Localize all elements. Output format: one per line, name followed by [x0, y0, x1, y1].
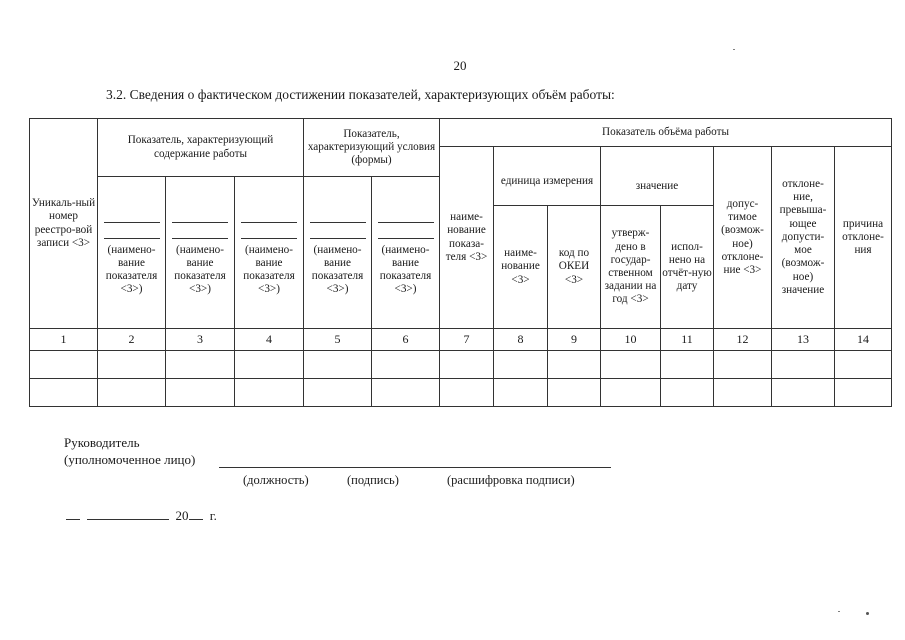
column-number: 12 [714, 329, 772, 351]
page-number: 20 [453, 58, 467, 73]
volume-indicator-header: Показатель объёма работы [440, 119, 892, 147]
year-prefix: 20 [175, 508, 189, 523]
allowed-deviation-header: допус-тимое (возмож-ное) отклоне-ние <3> [714, 147, 772, 329]
column-number: 7 [440, 329, 494, 351]
table-row [30, 379, 892, 407]
deviation-reason-header: причина отклоне-ния [835, 147, 892, 329]
executed-value-header: испол-нено на отчёт-ную дату [661, 206, 714, 329]
approved-value-header: утверж-дено в государ-ственном задании на год <3> [601, 206, 661, 329]
content-indicator-3: (наимено-вание показателя <3>) [235, 177, 304, 329]
column-number: 11 [661, 329, 714, 351]
signature-caption: (подпись) [347, 473, 399, 487]
date-line [66, 507, 217, 524]
value-header: значение [601, 147, 714, 206]
scan-speck [866, 612, 869, 615]
signatory-subtitle: (уполномоченное лицо) [64, 451, 196, 467]
unit-header: единица измерения [494, 147, 601, 206]
conditions-indicator-header: Показатель, характеризующий условия (формы) [304, 119, 440, 177]
conditions-indicator-1: (наимено-вание показателя <3>) [304, 177, 372, 329]
column-number-row [30, 329, 892, 351]
signatory-title: Руководитель [64, 435, 140, 450]
day-blank [66, 507, 80, 520]
work-volume-table [29, 118, 892, 407]
column-number: 6 [372, 329, 440, 351]
section-title: 3.2. Сведения о фактическом достижении показателей, характеризующих объём работы: [106, 87, 615, 102]
indicator-name-header: наиме-нование показа-теля <3> [440, 147, 494, 329]
content-indicator-2: (наимено-вание показателя <3>) [166, 177, 235, 329]
registry-number-header: Уникаль-ный номер реестро-вой записи <3> [30, 119, 98, 329]
signature-block [64, 435, 195, 469]
column-number: 2 [98, 329, 166, 351]
content-indicator-header: Показатель, характеризующий содержание работы [98, 119, 304, 177]
exceeding-deviation-header: отклоне-ние, превыша-ющее допусти-мое (возмож-ное) значение [772, 147, 835, 329]
signature-line [219, 467, 611, 468]
decoding-caption: (расшифровка подписи) [447, 473, 575, 487]
position-caption: (должность) [243, 473, 309, 487]
month-blank [87, 507, 169, 520]
column-number: 10 [601, 329, 661, 351]
column-number: 3 [166, 329, 235, 351]
year-suffix: г. [209, 508, 217, 523]
unit-name-header: наиме-нование <3> [494, 206, 548, 329]
column-number: 8 [494, 329, 548, 351]
column-number: 13 [772, 329, 835, 351]
column-number: 1 [30, 329, 98, 351]
column-number: 5 [304, 329, 372, 351]
okei-code-header: код по ОКЕИ <3> [548, 206, 601, 329]
column-number: 14 [835, 329, 892, 351]
column-number: 9 [548, 329, 601, 351]
content-indicator-1: (наимено-вание показателя <3>) [98, 177, 166, 329]
conditions-indicator-2: (наимено-вание показателя <3>) [372, 177, 440, 329]
column-number: 4 [235, 329, 304, 351]
table-row [30, 351, 892, 379]
scan-speck [838, 611, 840, 612]
scan-speck [733, 49, 735, 50]
year-blank [189, 507, 203, 520]
